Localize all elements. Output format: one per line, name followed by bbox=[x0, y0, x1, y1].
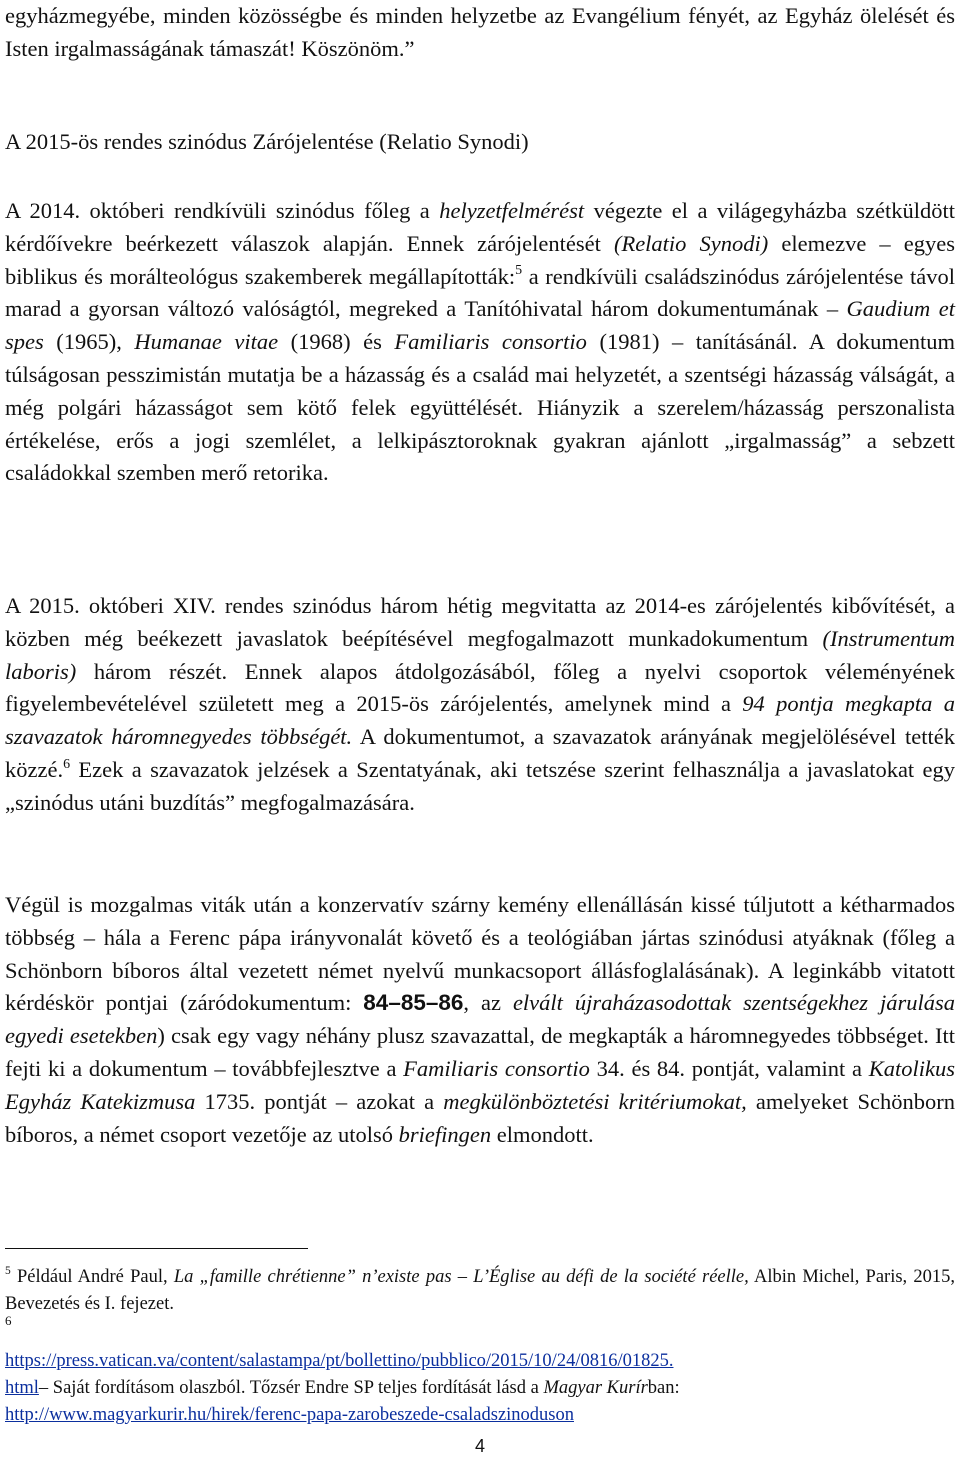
footnote-separator bbox=[5, 1248, 308, 1249]
page-number: 4 bbox=[474, 1436, 485, 1456]
footnote-link-magyarkurir[interactable]: http://www.magyarkurir.hu/hirek/ferenc-papa-zarobeszede-csaladszinoduson bbox=[5, 1405, 574, 1425]
footnote-link-vatican[interactable]: https://press.vatican.va/content/salastampa/pt/bollettino/pubblico/2015/10/24/0816/01825. bbox=[5, 1351, 674, 1371]
footnote-number: 5 bbox=[5, 1265, 11, 1278]
footnote-ref-6[interactable]: 6 bbox=[63, 756, 71, 772]
paragraph-2015-synod: A 2015. októberi XIV. rendes szinódus három hétig megvitatta az 2014-es zárójelentés kibővítését, a közben még beékezett javaslatok beépítésével megfogalmazott munkadokumentum (Instrumentum laboris) három részét. Ennek alapos átdolgozásából, főleg a nyelvi csoportok véleményének figyelembevételével született meg a 2015-ös zárójelentés, amelynek mind a 94 pontja megkapta a szavazatok háromnegyedes többségét. A dokumentumot, a szavazatok arányának megjelölésével tették közzé.$^6$ Ezek a szavazatok jelzések a Szentatyának, aki tetszése szerint felhasználja a javaslatokat egy „szinódus utáni buzdítás” megfogalmazására. bbox=[5, 593, 956, 815]
section-heading: A 2015-ös rendes szinódus Zárójelentése (Relatio Synodi) bbox=[5, 129, 529, 154]
paragraph-intro-end bbox=[5, 0, 955, 66]
paragraph-text: egyházmegyébe, minden közösségbe és minden helyzetbe az Evangélium fényét, az Egyház ölelését és Isten irgalmasságának támaszát! Köszönöm.” bbox=[5, 3, 955, 61]
footnote-6: https://press.vatican.va/content/salastampa/pt/bollettino/pubblico/2015/10/24/0816/01825. html– Saját fordításom olaszból. Tőzsér Endre SP teljes fordítását lásd a Magyar Kurírban: http://www.magyarkurir.hu/hirek/ferenc-papa-zarobeszede-csaladszinoduson bbox=[5, 1351, 680, 1425]
paragraph-relatio: A 2014. októberi rendkívüli szinódus főleg a helyzetfelmérést végezte el a világegyházba szétküldött kérdőívekre beérkezett válaszok alapján. Ennek zárójelentését (Relatio Synodi) elemezve – egyes biblikus és morálteológus szakemberek megállapították:$^5$ a rendkívüli családszinódus zárójelentése távol marad a gyorsan változó valóságtól, megreked a Tanítóhivatal három dokumentumának – Gaudium et spes (1965), Humanae vitae (1968) és Familiaris consortio (1981) – tanításánál. A dokumentum túlságosan pesszimistán mutatja be a házasság és a család mai helyzetét, a szentségi házasság válságát, a még polgári házasságot sem kötő felek együttélését. Hiányzik a szerelem/házasság perszonalista értékelése, erős a jogi szemlélet, a lelkipásztoroknak gyakran ajánlott „irgalmasság” a sebzett családokkal szemben merő retorika. bbox=[5, 198, 956, 486]
bold-points: 84–85–86 bbox=[363, 990, 464, 1016]
paragraph-debates: Végül is mozgalmas viták után a konzervatív szárny kemény ellenállásán kissé túljutott a kétharmados többség – hála a Ferenc pápa irányvonalát követő és a teológiában jártas szinódusi atyáknak (főleg a Schönborn bíboros által vezetett német nyelvű munkacsoport állásfoglalásának). A leginkább vitatott kérdéskör pontjai (záródokumentum: 84–85–86, az elvált újraházasodottak szentségekhez járulása egyedi esetekben) csak egy vagy néhány plusz szavazattal, de megkapták a háromnegyedes többséget. Itt fejti ki a dokumentum – továbbfejlesztve a Familiaris consortio 34. és 84. pontját, valamint a Katolikus Egyház Katekizmusa 1735. pontját – azokat a megkülönböztetési kritériumokat, amelyeket Schönborn bíboros, a német csoport vezetője az utolsó briefingen elmondott. bbox=[5, 892, 956, 1147]
footnote-ref-5[interactable]: 5 bbox=[515, 263, 523, 279]
footnote-link-vatican-end[interactable]: html bbox=[5, 1378, 39, 1398]
footnote-5: $^5$ Például André Paul, La „famille chrétienne” n’existe pas – L’Église au défi de la société réelle, Albin Michel, Paris, 2015, Bevezetés és I. fejezet. bbox=[5, 1265, 956, 1314]
footnote-6-number: 6 bbox=[5, 1313, 12, 1328]
